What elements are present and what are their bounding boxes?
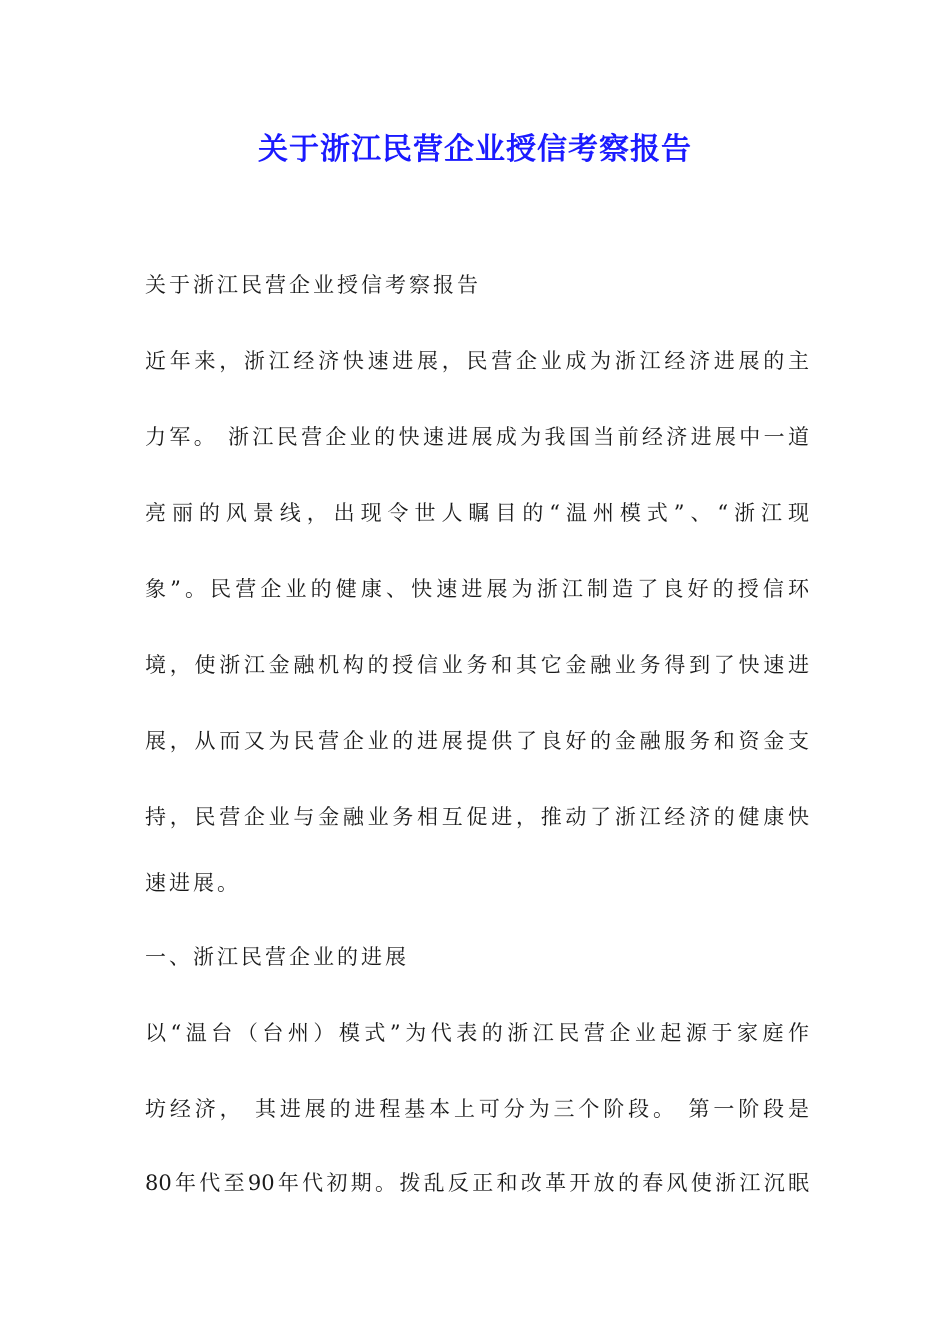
body-line: 以“温台（台州）模式”为代表的浙江民营企业起源于家庭作 xyxy=(145,1021,809,1045)
body-line: 力军。 浙江民营企业的快速进展成为我国当前经济进展中一道 xyxy=(145,425,809,449)
body-line: 象”。民营企业的健康、快速进展为浙江制造了良好的授信环 xyxy=(145,577,809,601)
body-line: 持，民营企业与金融业务相互促进，推动了浙江经济的健康快 xyxy=(145,805,809,829)
body-line-subtitle: 关于浙江民营企业授信考察报告 xyxy=(145,273,481,297)
body-line: 80年代至90年代初期。拨乱反正和改革开放的春风使浙江沉眠 xyxy=(145,1171,809,1195)
body-line: 展，从而又为民营企业的进展提供了良好的金融服务和资金支 xyxy=(145,729,809,753)
body-line: 坊经济， 其进展的进程基本上可分为三个阶段。 第一阶段是 xyxy=(145,1097,809,1121)
body-line: 近年来，浙江经济快速进展，民营企业成为浙江经济进展的主 xyxy=(145,349,809,373)
body-line: 亮丽的风景线，出现令世人瞩目的“温州模式”、“浙江现 xyxy=(145,501,809,525)
section-heading: 一、浙江民营企业的进展 xyxy=(145,945,409,969)
document-title: 关于浙江民营企业授信考察报告 xyxy=(258,132,692,167)
body-line: 速进展。 xyxy=(145,871,241,895)
body-line: 境，使浙江金融机构的授信业务和其它金融业务得到了快速进 xyxy=(145,653,809,677)
